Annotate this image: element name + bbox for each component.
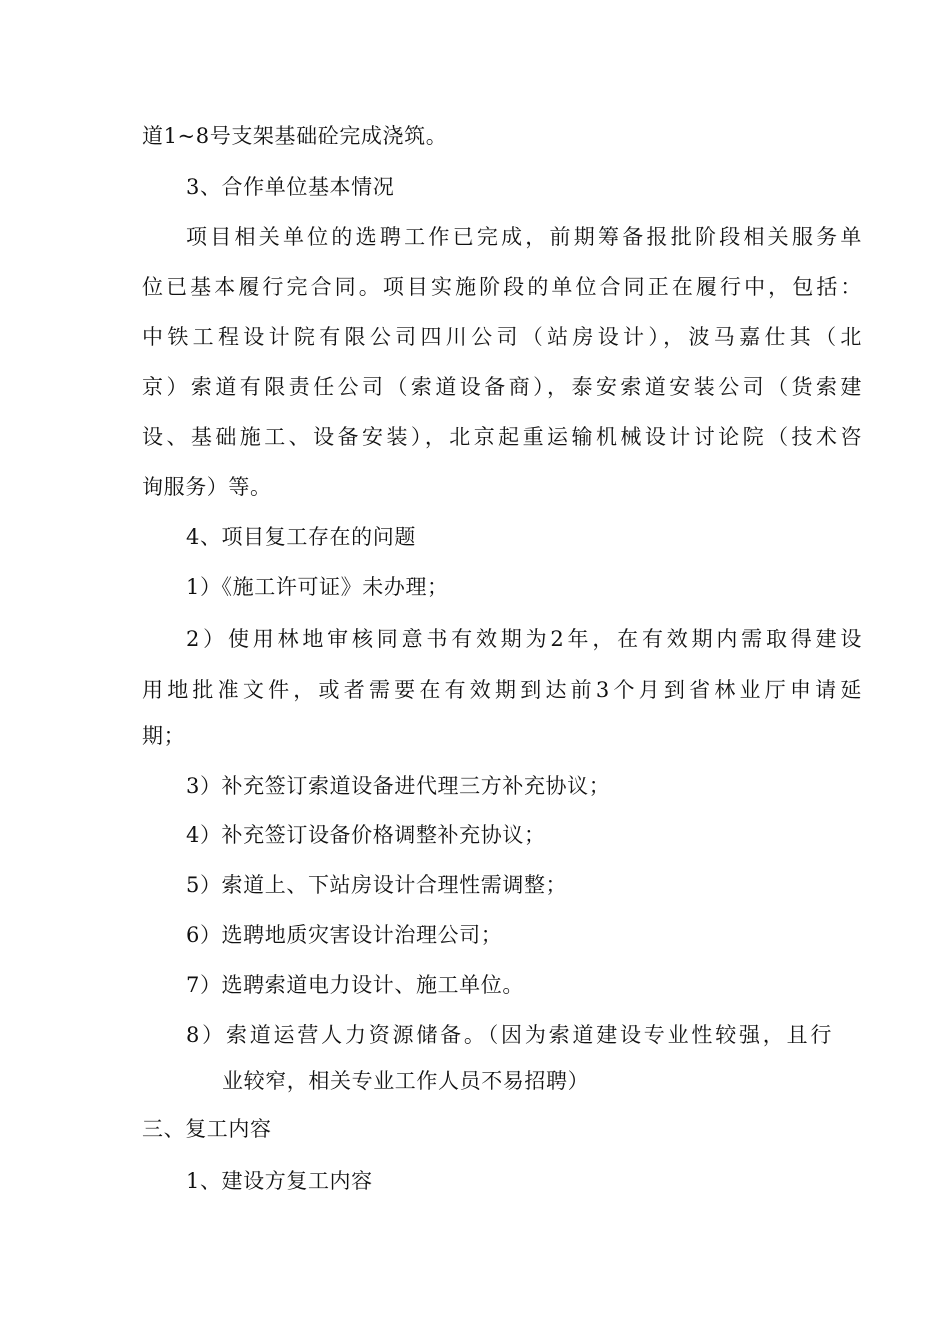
section-heading: 三、复工内容: [142, 1117, 272, 1141]
list-item-continuation: 期；: [142, 724, 186, 748]
paragraph-line: 京）索道有限责任公司（索道设备商），泰安索道安装公司（货索建: [142, 375, 862, 399]
list-item: 8）索道运营人力资源储备。（因为索道建设专业性较强，且行: [186, 1023, 832, 1047]
paragraph-line: 设、基础施工、设备安装），北京起重运输机械设计讨论院（技术咨: [142, 425, 862, 449]
subsection-heading: 1、建设方复工内容: [186, 1169, 373, 1193]
section-heading: 3、合作单位基本情况: [186, 175, 395, 199]
section-heading: 4、项目复工存在的问题: [186, 525, 416, 549]
paragraph-line: 项目相关单位的选聘工作已完成，前期筹备报批阶段相关服务单: [186, 225, 862, 249]
paragraph-line: 中铁工程设计院有限公司四川公司（站房设计），波马嘉仕其（北: [142, 325, 862, 349]
paragraph-line: 位已基本履行完合同。项目实施阶段的单位合同正在履行中，包括：: [142, 275, 862, 299]
paragraph-line: 询服务）等。: [142, 475, 272, 499]
list-item: 3）补充签订索道设备进代理三方补充协议；: [186, 774, 611, 798]
list-item: 1）《施工许可证》未办理；: [186, 575, 449, 599]
list-item: 2）使用林地审核同意书有效期为2年，在有效期内需取得建设: [186, 627, 862, 651]
list-item: 4）补充签订设备价格调整补充协议；: [186, 823, 546, 847]
list-item-continuation: 用地批准文件，或者需要在有效期到达前3个月到省林业厅申请延: [142, 678, 862, 702]
list-item: 7）选聘索道电力设计、施工单位。: [186, 973, 524, 997]
list-item: 5）索道上、下站房设计合理性需调整；: [186, 873, 568, 897]
list-item: 6）选聘地质灾害设计治理公司；: [186, 923, 503, 947]
list-item-continuation: 业较窄，相关专业工作人员不易招聘）: [222, 1069, 590, 1093]
paragraph-line: 道1~8号支架基础砼完成浇筑。: [142, 124, 448, 148]
